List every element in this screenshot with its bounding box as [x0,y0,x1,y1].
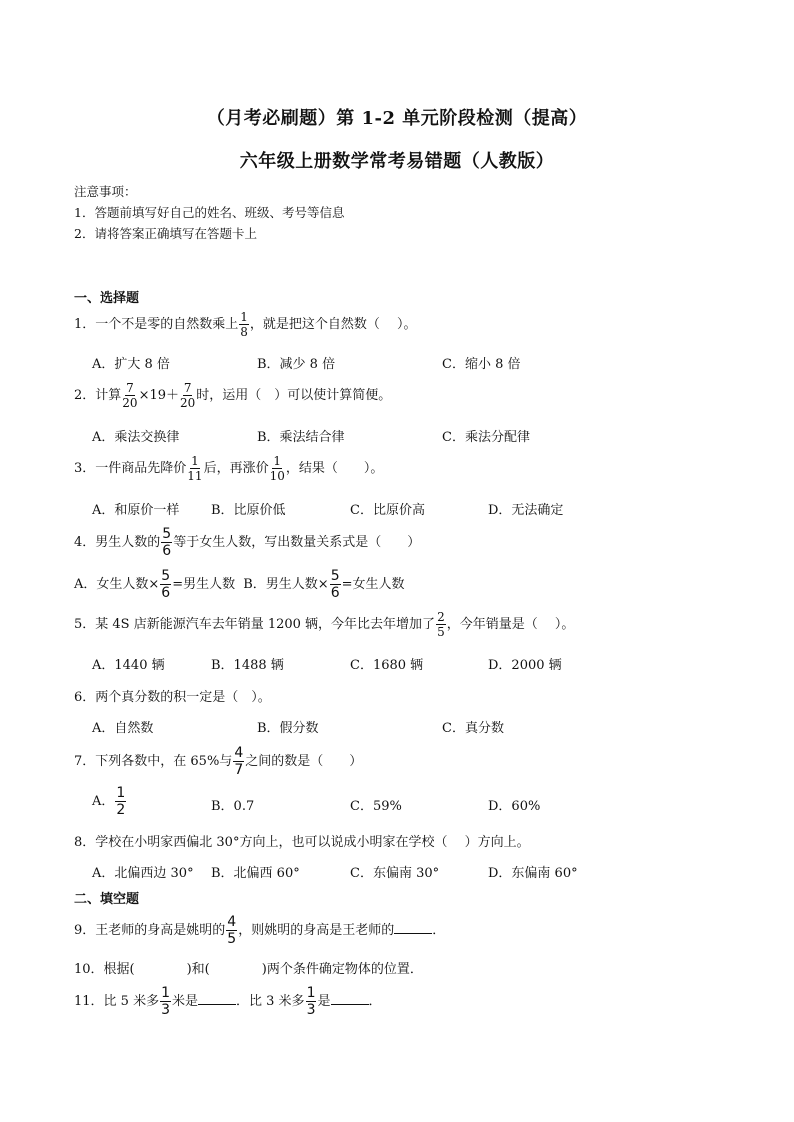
q4-option-b: B．男生人数× $\frac{5}{6}$ =女生人数 [243,568,405,601]
q7-option-d: D．60% [488,799,541,814]
q7-option-b: B．0.7 [211,799,255,814]
q1-option-b: B．减少 8 倍 [257,357,336,372]
q6-option-c: C．真分数 [442,721,504,736]
answer-blank [331,992,369,1005]
q5-option-b: B．1488 辆 [211,658,284,673]
q8-option-a: A．北偏西边 30° [92,866,194,881]
q8-option-c: C．东偏南 30° [350,866,440,881]
fraction: $\frac{1}{11}$ [187,454,203,483]
notice-heading: 注意事项： [74,184,137,199]
page-subtitle: 六年级上册数学常考易错题（人教版） [239,151,555,172]
question-2: 2．计算 $\frac{7}{20}$ ×19＋ $\frac{7}{20}$ 时，运用（ ）可以使计算简便。 [74,381,392,410]
question-6: 6．两个真分数的积一定是（ ）。 [74,690,271,705]
question-11: 11．比 5 米多 $\frac{1}{3}$ 米是 ．比 3 米多 $\frac{1}{3}$ 是 ． [74,985,382,1018]
fraction: $\frac{2}{5}$ [437,610,445,639]
fraction: $\frac{5}{6}$ [161,568,171,601]
notice-item-2: 2．请将答案正确填写在答题卡上 [74,226,257,241]
q7-option-c: C．59% [350,799,402,814]
q7-option-a: A． $\frac{1}{2}$ [92,785,126,818]
q8-option-b: B．北偏西 60° [211,866,300,881]
q6-option-b: B．假分数 [257,721,319,736]
section-fill-heading: 二、填空题 [74,892,140,907]
q6-option-a: A．自然数 [92,721,154,736]
notice-item-1: 1．答题前填写好自己的姓名、班级、考号等信息 [74,205,345,220]
fraction: $\frac{1}{3}$ [161,985,170,1018]
q3-option-c: C．比原价高 [350,503,425,518]
answer-blank [394,921,432,934]
fraction: $\frac{1}{3}$ [306,985,316,1018]
fraction: $\frac{7}{20}$ [180,381,196,410]
q2-option-a: A．乘法交换律 [92,430,180,445]
q4-options [74,569,405,600]
q1-option-c: C．缩小 8 倍 [442,357,521,372]
q8-option-d: D．东偏南 60° [488,866,578,881]
page-title: （月考必刷题）第 1-2 单元阶段检测（提高） [206,108,588,129]
question-3: 3．一件商品先降价 $\frac{1}{11}$ 后，再涨价 $\frac{1}{10}$ ，结果（ ）。 [74,454,384,483]
question-9: 9．王老师的身高是姚明的 $\frac{4}{5}$ ，则姚明的身高是王老师的 ． [74,914,446,947]
fraction: $\frac{5}{6}$ [330,568,340,601]
answer-blank [198,992,236,1005]
q3-option-b: B．比原价低 [211,503,286,518]
q3-option-d: D．无法确定 [488,503,564,518]
question-1: 1．一个不是零的自然数乘上 $\frac{1}{8}$ ，就是把这个自然数（ ）。 [74,310,417,339]
fraction: $\frac{1}{2}$ [116,785,126,818]
q1-option-a: A．扩大 8 倍 [92,357,170,372]
question-7: 7．下列各数中，在 65%与 $\frac{4}{7}$ 之间的数是（ ） [74,745,363,778]
fraction: $\frac{1}{10}$ [269,454,285,483]
q5-option-a: A．1440 辆 [92,658,165,673]
fraction: $\frac{1}{8}$ [240,310,248,339]
q2-option-c: C．乘法分配律 [442,430,530,445]
q5-option-d: D．2000 辆 [488,658,562,673]
section-choice-heading: 一、选择题 [74,291,140,306]
q5-option-c: C．1680 辆 [350,658,424,673]
q2-option-b: B．乘法结合律 [257,430,345,445]
q4-option-a: A．女生人数× $\frac{5}{6}$ =男生人数 [74,568,236,601]
q3-option-a: A．和原价一样 [92,503,180,518]
question-5: 5．某 4S 店新能源汽车去年销量 1200 辆，今年比去年增加了 $\frac{2}{5}$ ，今年销量是（ ）。 [74,610,575,639]
fraction: $\frac{7}{20}$ [122,381,138,410]
question-4: 4．男生人数的 $\frac{5}{6}$ 等于女生人数，写出数量关系式是（ ） [74,526,421,559]
fraction: $\frac{5}{6}$ [162,526,172,559]
question-10: 10．根据( )和( )两个条件确定物体的位置． [74,962,423,977]
question-8: 8．学校在小明家西偏北 30°方向上，也可以说成小明家在学校（ ）方向上。 [74,835,530,850]
fraction: $\frac{4}{5}$ [227,914,237,947]
fraction: $\frac{4}{7}$ [234,745,244,778]
